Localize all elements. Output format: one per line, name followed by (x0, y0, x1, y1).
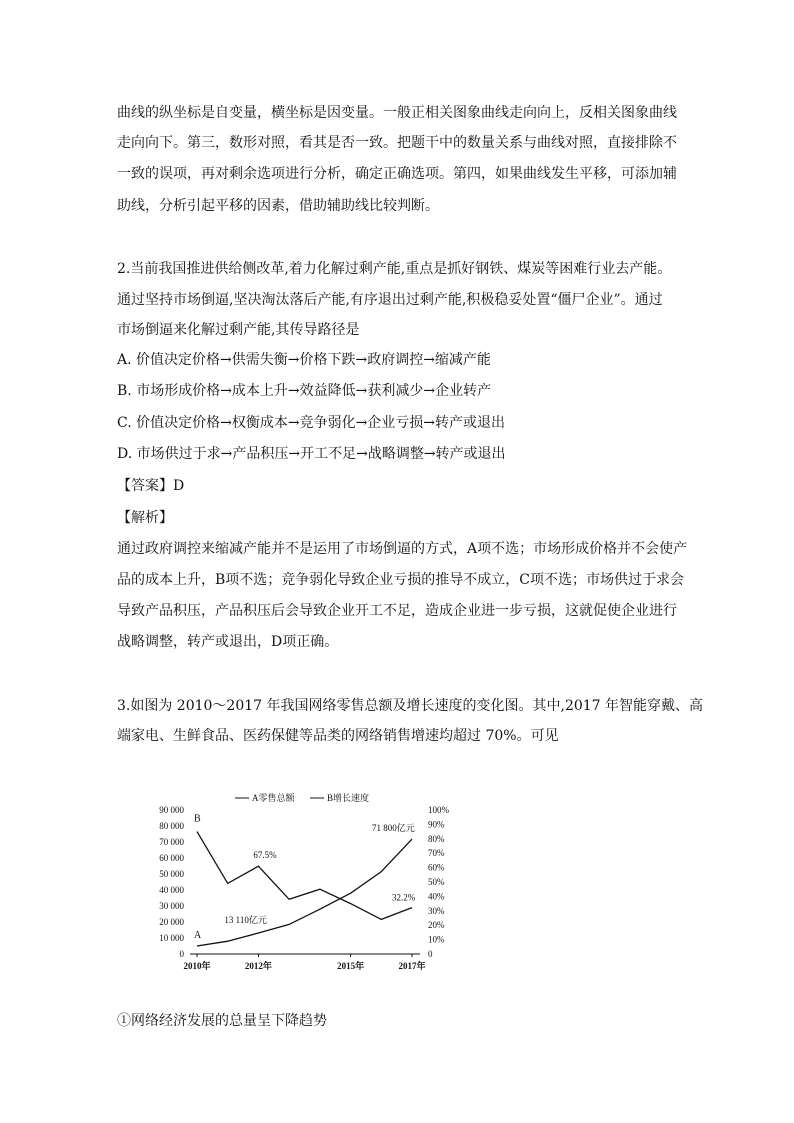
left-tick-label: 50 000 (159, 869, 184, 879)
right-tick-label: 50% (428, 877, 445, 887)
chart-series (197, 832, 412, 946)
left-tick-label: 60 000 (159, 853, 184, 863)
q2-answer: 【答案】D (117, 478, 185, 494)
intro-line-2: 走向向下。第三，数形对照，看其是否一致。把题干中的数量关系与曲线对照，直接排除不 (117, 135, 677, 151)
q2-analysis-line-3: 导致产品积压，产品积压后会导致企业开工不足，造成企业进一步亏损，这就促使企业进行 (117, 603, 677, 619)
intro-line-1: 曲线的纵坐标是自变量，横坐标是因变量。一般正相关图象曲线走向向上，反相关图象曲线 (117, 105, 677, 121)
right-tick-label: 70% (428, 848, 445, 859)
total-2012-label: 13 110亿元 (224, 915, 267, 926)
chart-annotations (194, 814, 416, 941)
peak-rate-label: 67.5% (253, 850, 277, 861)
q2-stem-line-1: 2.当前我国推进供给侧改革,着力化解过剩产能,重点是抓好钢铁、煤炭等困难行业去产能。 (117, 261, 672, 277)
left-tick-label: 10 000 (159, 933, 184, 943)
q2-analysis-line-4: 战略调整，转产或退出，D项正确。 (117, 634, 339, 650)
series-line-b (197, 832, 412, 920)
left-tick-label: 40 000 (159, 885, 184, 895)
right-tick-label: 40% (428, 891, 445, 902)
right-tick-label: 20% (428, 920, 445, 931)
left-tick-label: 90 000 (159, 805, 184, 815)
left-tick-label: 30 000 (159, 901, 184, 911)
left-tick-label: 80 000 (159, 821, 184, 831)
q2-stem-line-3: 市场倒逼来化解过剩产能,其传导路径是 (117, 322, 360, 338)
left-tick-label: 20 000 (159, 917, 184, 927)
q3-stem-line-1: 3.如图为 2010～2017 年我国网络零售总额及增长速度的变化图。其中,2017 年智能穿戴、高 (117, 698, 704, 714)
q2-option-b: B. 市场形成价格→成本上升→效益降低→获利减少→企业转产 (117, 383, 492, 399)
q2-analysis-line-2: 品的成本上升，B项不选；竞争弱化导致企业亏损的推导不成立，C项不选；市场供过于求会 (117, 572, 684, 588)
right-tick-label: 80% (428, 833, 445, 844)
q2-option-a: A. 价值决定价格→供需失衡→价格下跌→政府调控→缩减产能 (117, 352, 491, 368)
a-series-label: A (194, 930, 202, 941)
intro-line-3: 一致的误项，再对剩余选项进行分析，确定正确选项。第四，如果曲线发生平移，可添加辅 (117, 166, 677, 182)
legend-label-1: B增长速度 (327, 793, 370, 803)
total-2017-label: 71 800亿元 (372, 823, 415, 834)
right-tick-label: 100% (428, 805, 449, 815)
x-tick-label: 2012年 (244, 961, 272, 971)
q2-option-d: D. 市场供过于求→产品积压→开工不足→战略调整→转产或退出 (117, 446, 506, 462)
q3-option-1: ①网络经济发展的总量呈下降趋势 (117, 1013, 327, 1029)
q2-option-c: C. 价值决定价格→权衡成本→竞争弱化→企业亏损→转产或退出 (117, 415, 506, 431)
right-tick-label: 90% (428, 819, 445, 830)
q2-stem-line-2: 通过坚持市场倒逼,坚决淘汰落后产能,有序退出过剩产能,积极稳妥处置“僵尸企业”。通过 (117, 292, 663, 308)
x-tick-label: 2017年 (398, 961, 426, 971)
b-series-label: B (194, 813, 201, 825)
q2-analysis-label: 【解析】 (117, 510, 173, 526)
chart-legend (235, 792, 369, 803)
intro-line-4: 助线，分析引起平移的因素，借助辅助线比较判断。 (117, 198, 439, 214)
legend-label-0: A零售总额 (252, 793, 295, 803)
left-tick-label: 0 (179, 949, 184, 959)
right-tick-label: 60% (428, 862, 445, 873)
right-tick-label: 30% (428, 905, 445, 916)
q2-analysis-line-1: 通过政府调控来缩减产能并不是运用了市场倒逼的方式，A项不选；市场形成价格并不会使产 (117, 541, 688, 557)
x-tick-label: 2015年 (337, 961, 365, 971)
left-tick-label: 70 000 (159, 837, 184, 847)
right-tick-label: 0 (428, 949, 433, 959)
series-line-a (197, 839, 412, 946)
right-tick-label: 10% (428, 934, 445, 945)
rate-2017-label: 32.2% (392, 892, 416, 903)
q3-stem-line-2: 端家电、生鲜食品、医药保健等品类的网络销售增速均超过 70%。可见 (117, 728, 559, 744)
x-tick-label: 2010年 (183, 961, 211, 971)
retail-chart (140, 786, 470, 986)
